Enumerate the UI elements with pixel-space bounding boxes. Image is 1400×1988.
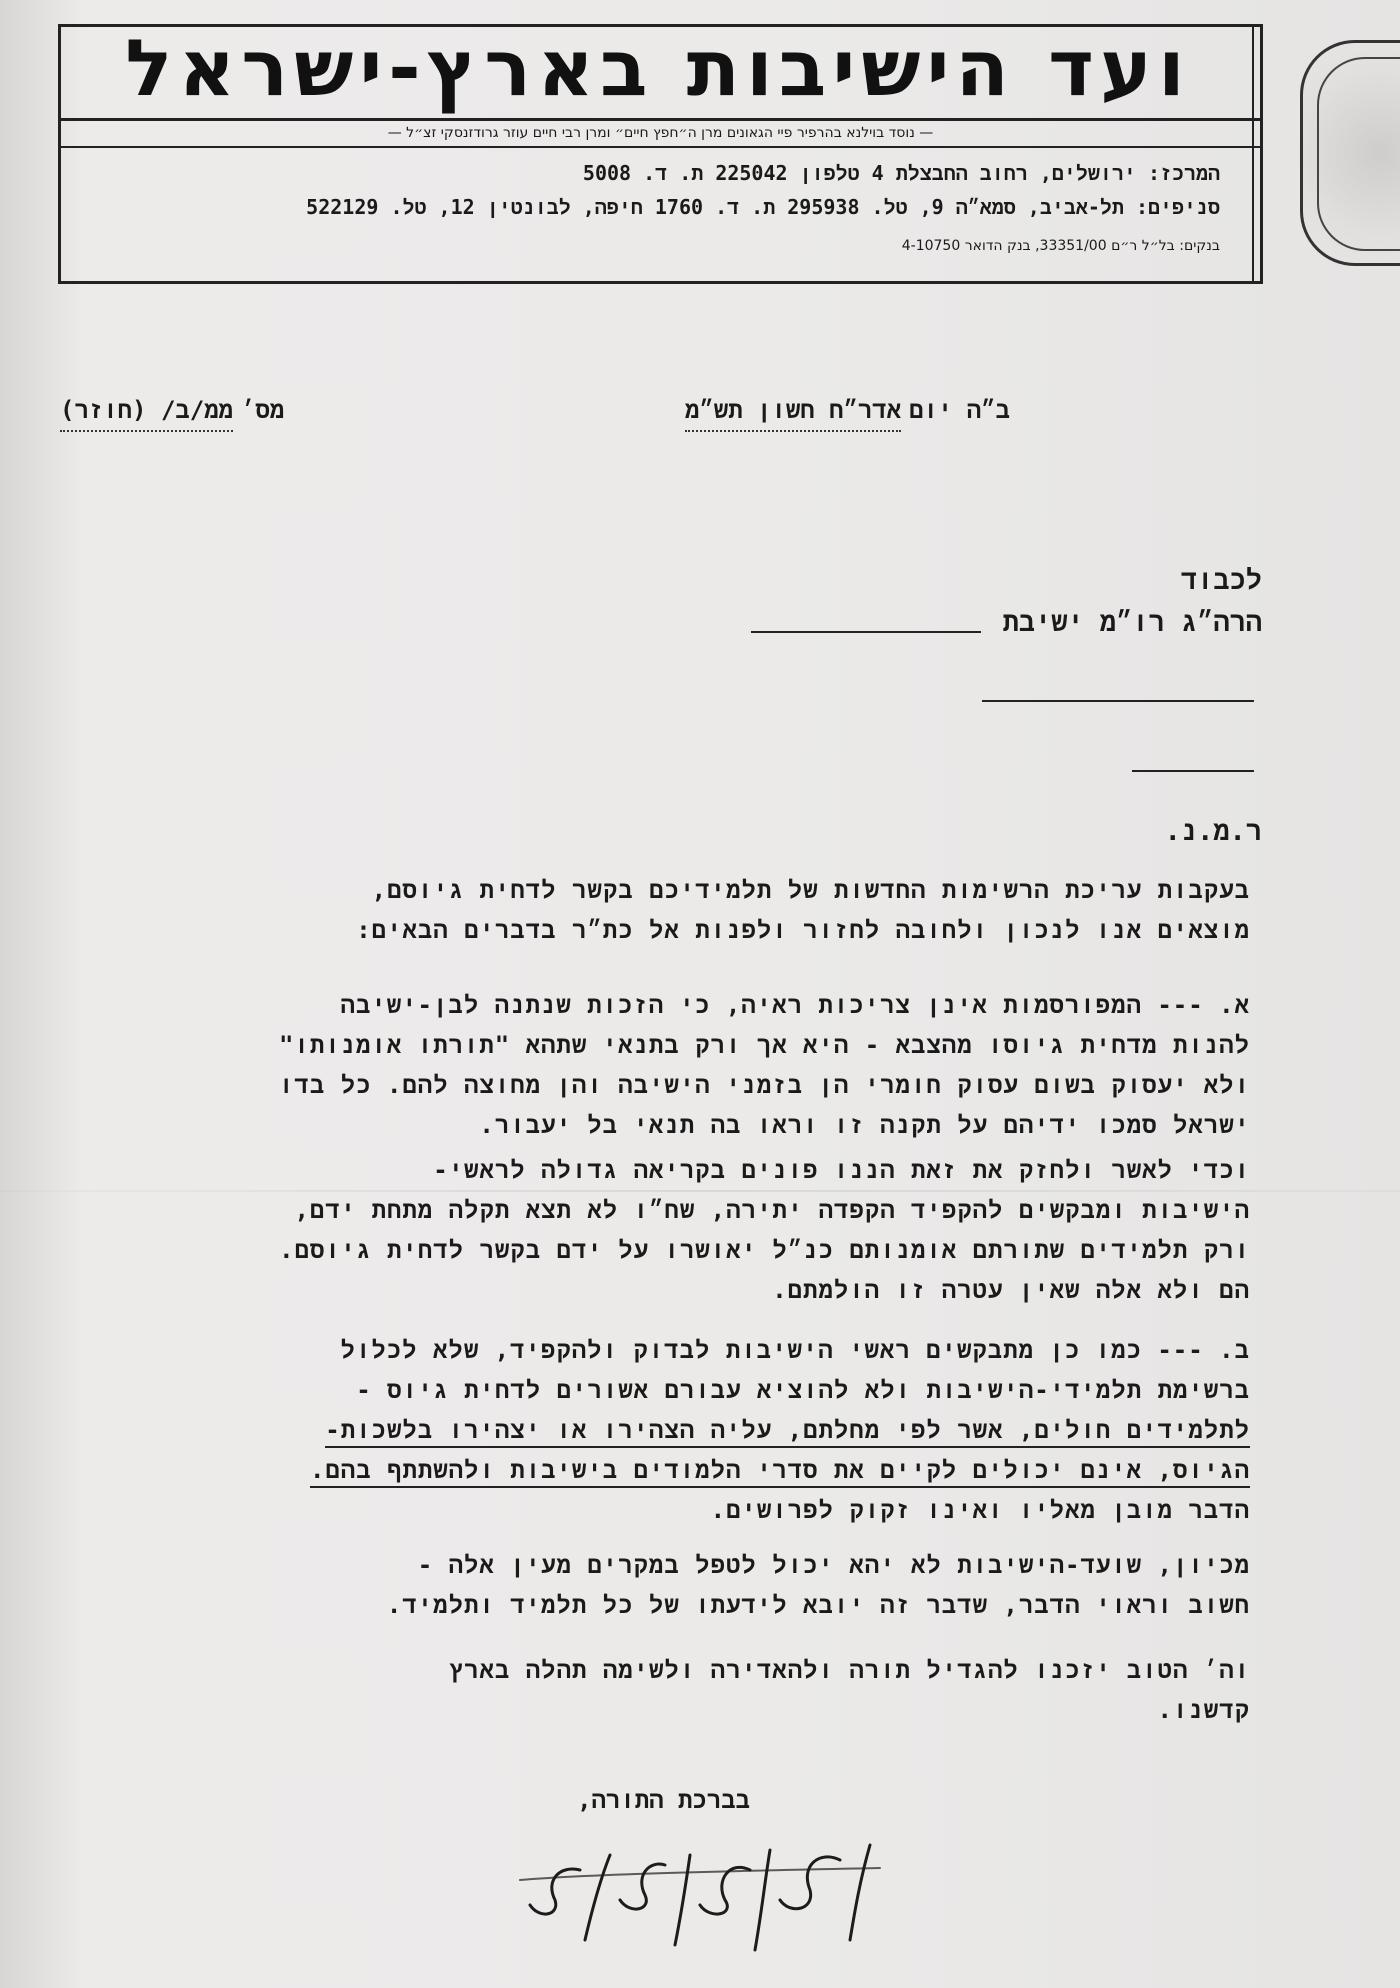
section-a-continued bbox=[60, 1150, 1250, 1310]
recipient-block bbox=[362, 560, 1262, 644]
text-line: בעקבות עריכת הרשימות החדשות של תלמידיכם בקשר לדחית גיוסם, bbox=[371, 876, 1250, 904]
section-c bbox=[60, 1545, 1250, 1625]
reference-value: ממ/ב/ (חוזר) bbox=[60, 390, 233, 432]
underlined-line: לתלמידים חולים, אשר לפי מחלתם, עליה הצהירו או יצהירו בלשכות- bbox=[60, 1410, 1250, 1450]
date-value: אדר״ח חשון תש״מ bbox=[685, 390, 901, 432]
intro-paragraph bbox=[60, 870, 1250, 950]
closing-salutation: בברכת התורה, bbox=[577, 1786, 750, 1814]
reference-label: מס׳ bbox=[241, 396, 285, 424]
text-line: קדשנו. bbox=[1157, 1696, 1250, 1724]
text-line: א. --- המפורסמות אינן צריכות ראיה, כי הזכות שנתנה לבן-ישיבה bbox=[340, 991, 1250, 1019]
text-line: מוצאים אנו לנכון ולחובה לחזור ולפנות אל כת״ר בדברים הבאים: bbox=[356, 916, 1250, 944]
text-line: ולא יעסוק בשום עסוק חומרי הן בזמני הישיבה והן מחוצה להם. כל בדו bbox=[279, 1071, 1250, 1099]
greeting: ר.מ.נ. bbox=[1164, 816, 1262, 847]
bank-details: בנקים: בל״ל ר״ם 33351/00, בנק הדואר 4-10750 bbox=[901, 238, 1220, 254]
letterhead-subtitle: — נוסד בוילנא בהרפיר פיי הגאונים מרן ה״חפץ חיים״ ומרן רבי חיים עוזר גרודזנסקי זצ״ל — bbox=[387, 125, 934, 141]
text-line: וה׳ הטוב יזכנו להגדיל תורה ולהאדירה ולשימה תהלה בארץ bbox=[448, 1656, 1250, 1684]
text-line: ב. --- כמו כן מתבקשים ראשי הישיבות לבדוק ולהקפיד, שלא לכלול bbox=[340, 1336, 1250, 1364]
branches-address: סניפים: תל-אביב, סמא״ה 9, טל. 295938 ת. ד. 1760 חיפה, לבונטין 12, טל. 522129 bbox=[306, 195, 1220, 219]
address-blank-line bbox=[982, 700, 1254, 702]
text-line: הישיבות ומבקשים להקפיד הקפדה יתירה, שח״ו לא תצא תקלה מתחת ידם, bbox=[294, 1196, 1250, 1224]
dateline bbox=[60, 390, 1010, 430]
recipient-blank-line bbox=[751, 631, 981, 633]
text-line: ברשימת תלמידי-הישיבות ולא להוציא עבורם אשורים לדחית גיוס - bbox=[356, 1376, 1250, 1404]
text-line: הדבר מובן מאליו ואינו זקוק לפרושים. bbox=[710, 1496, 1250, 1524]
title-divider bbox=[58, 118, 1263, 121]
recipient-line2: הרה״ג רו״מ ישיבת bbox=[1002, 607, 1262, 638]
text-line: וכדי לאשר ולחזק את זאת הננו פונים בקריאה גדולה לראשי- bbox=[433, 1156, 1250, 1184]
text-line: ורק תלמידים שתורתם אומנותם כנ״ל יאושרו על ידם בקשר לדחית גיוסם. bbox=[279, 1236, 1250, 1264]
section-d bbox=[60, 1650, 1250, 1730]
text-line: ישראל סמכו ידיהם על תקנה זו וראו בה תנאי בל יעבור. bbox=[479, 1111, 1250, 1139]
date-prefix: ב״ה יום bbox=[909, 396, 1010, 424]
text-line: להנות מדחית גיוסו מהצבא - היא אך ורק בתנאי שתהא "תורתו אומנותו" bbox=[278, 1031, 1250, 1059]
headquarters-address: המרכז: ירושלים, רחוב החבצלת 4 טלפון 225042 ת. ד. 5008 bbox=[582, 161, 1220, 185]
text-line: חשוב וראוי הדבר, שדבר זה יובא לידעתו של כל תלמיד ותלמיד. bbox=[386, 1591, 1250, 1619]
recipient-line1: לכבוד bbox=[1180, 565, 1262, 596]
section-a bbox=[60, 985, 1250, 1145]
letterhead-title: ועד הישיבות בארץ-ישראל bbox=[125, 24, 1191, 114]
text-line: הם ולא אלה שאין עטרה זו הולמתם. bbox=[772, 1276, 1250, 1304]
text-line: מכיון, שועד-הישיבות לא יהא יכול לטפל במקרים מעין אלה - bbox=[417, 1551, 1250, 1579]
organization-seal-icon bbox=[1300, 40, 1400, 266]
signature-icon bbox=[500, 1820, 900, 1960]
underlined-line: הגיוס, אינם יכולים לקיים את סדרי הלמודים בישיבות ולהשתתף בהם. bbox=[60, 1450, 1250, 1490]
section-b bbox=[60, 1330, 1250, 1530]
subtitle-divider bbox=[58, 146, 1263, 148]
address-blank-line-short bbox=[1132, 770, 1254, 772]
